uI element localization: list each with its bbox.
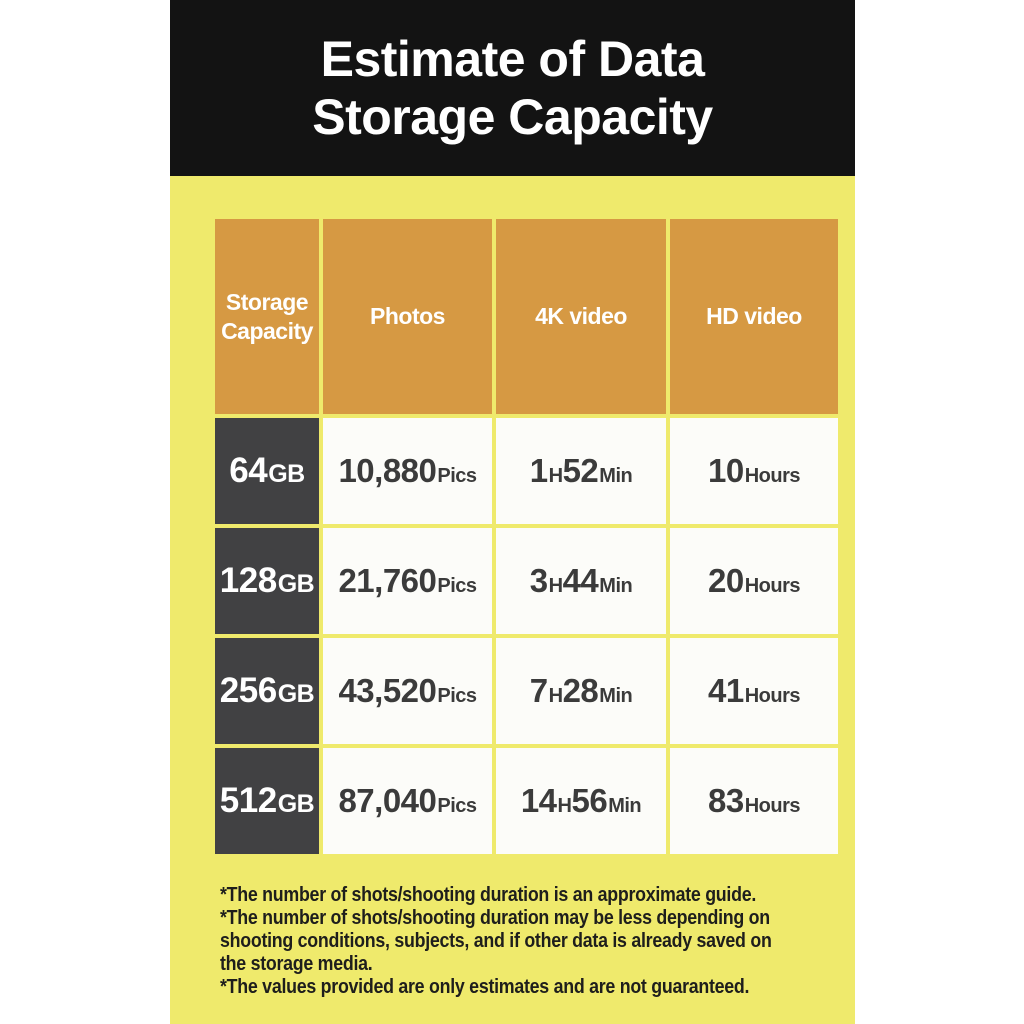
hd-hours-value: 20 [707, 562, 744, 599]
column-header-hd-video: HD video [670, 219, 838, 414]
hd-hours-unit: Hours [744, 575, 800, 597]
4k-hours-value: 3 [529, 562, 548, 599]
capacity-value: 128 [219, 561, 277, 600]
photos-value: 10,880 [338, 452, 437, 489]
4k-minutes-unit: Min [608, 795, 642, 817]
4k-video-cell-128gb [496, 528, 666, 634]
footnote-line-2: *The number of shots/shooting duration may be less depending on [220, 907, 770, 929]
column-header-4k-video: 4K video [496, 219, 666, 414]
photos-unit: Pics [437, 795, 477, 817]
capacity-unit: GB [277, 790, 315, 818]
capacity-unit: GB [268, 460, 305, 488]
hd-hours-unit: Hours [744, 795, 800, 817]
hd-hours-value: 10 [707, 452, 744, 489]
photos-cell-256gb [323, 638, 492, 744]
page-title-line-2: Storage Capacity [312, 89, 713, 145]
4k-hours-unit: H [548, 465, 563, 487]
capacity-unit: GB [277, 680, 315, 708]
4k-hours-unit: H [548, 575, 563, 597]
hd-hours-unit: Hours [744, 685, 800, 707]
photos-value: 21,760 [338, 562, 437, 599]
hd-hours-value: 41 [707, 672, 744, 709]
capacity-cell-64gb [215, 418, 319, 524]
page-title-line-1: Estimate of Data [320, 31, 705, 87]
hd-video-cell-256gb [670, 638, 838, 744]
photos-value: 87,040 [338, 782, 437, 819]
capacity-cell-256gb [215, 638, 319, 744]
4k-minutes-value: 28 [562, 672, 599, 709]
header-storage-line-1: Storage [225, 288, 309, 315]
4k-hours-unit: H [557, 795, 572, 817]
photos-unit: Pics [437, 685, 477, 707]
footnotes-block [220, 884, 772, 999]
capacity-value: 512 [219, 781, 277, 820]
hd-video-cell-512gb [670, 748, 838, 854]
4k-minutes-value: 44 [562, 562, 599, 599]
footnote-line-5: *The values provided are only estimates and are not guaranteed. [220, 976, 750, 998]
4k-minutes-unit: Min [599, 685, 633, 707]
4k-minutes-unit: Min [599, 465, 633, 487]
hd-video-cell-128gb [670, 528, 838, 634]
4k-hours-value: 14 [520, 782, 557, 819]
footnote-line-1: *The number of shots/shooting duration is an approximate guide. [220, 884, 757, 906]
title-band [170, 0, 855, 176]
column-header-photos: Photos [323, 219, 492, 414]
4k-hours-value: 7 [529, 672, 548, 709]
photos-cell-64gb [323, 418, 492, 524]
hd-video-cell-64gb [670, 418, 838, 524]
column-header-storage-capacity [215, 219, 319, 414]
header-storage-line-2: Capacity [221, 317, 313, 344]
4k-video-cell-64gb [496, 418, 666, 524]
footnote-line-4: the storage media. [220, 953, 373, 975]
4k-minutes-value: 56 [571, 782, 608, 819]
hd-hours-unit: Hours [744, 465, 800, 487]
capacity-unit: GB [277, 570, 315, 598]
photos-unit: Pics [437, 465, 477, 487]
capacity-value: 64 [229, 451, 268, 490]
capacity-value: 256 [219, 671, 277, 710]
footnote-line-3: shooting conditions, subjects, and if other data is already saved on [220, 930, 772, 952]
4k-minutes-value: 52 [562, 452, 599, 489]
4k-minutes-unit: Min [599, 575, 633, 597]
hd-hours-value: 83 [707, 782, 744, 819]
4k-hours-value: 1 [529, 452, 548, 489]
4k-video-cell-512gb [496, 748, 666, 854]
photos-cell-128gb [323, 528, 492, 634]
4k-video-cell-256gb [496, 638, 666, 744]
capacity-cell-512gb [215, 748, 319, 854]
photos-cell-512gb [323, 748, 492, 854]
storage-capacity-table [215, 219, 838, 854]
4k-hours-unit: H [548, 685, 563, 707]
photos-value: 43,520 [338, 672, 437, 709]
photos-unit: Pics [437, 575, 477, 597]
capacity-cell-128gb [215, 528, 319, 634]
